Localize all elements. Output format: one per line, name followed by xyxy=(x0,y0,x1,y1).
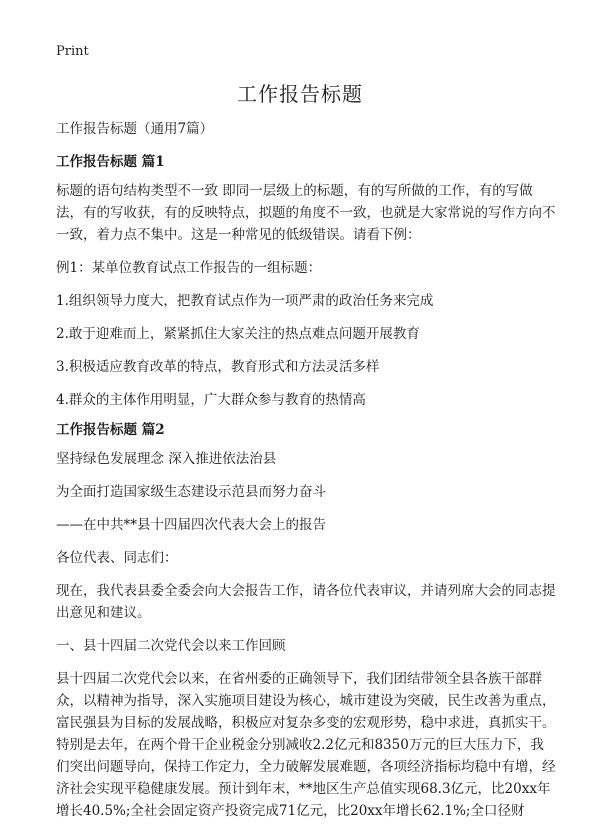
section-heading-1: 工作报告标题 篇1 xyxy=(56,154,165,170)
paragraph: 现在，我代表县委全委会向大会报告工作，请各位代表审议，并请列席大会的同志提出意见和建议。 xyxy=(56,583,556,621)
paragraph: 例1：某单位教育试点工作报告的一组标题： xyxy=(56,260,322,276)
paragraph: 标题的语句结构类型不一致 即同一层级上的标题，有的写所做的工作，有的写做法，有的写收获，有的反映特点，拟题的角度不一致，也就是大家常说的写作方向不一致，着力点不集中。这是一种常见的低级错误。请看下例： xyxy=(56,183,556,243)
document-body xyxy=(56,118,556,833)
paragraph: 为全面打造国家级生态建设示范县而努力奋斗 xyxy=(56,484,326,500)
list-item: 4.群众的主体作用明显，广大群众参与教育的热情高 xyxy=(56,392,366,408)
paragraph: 各位代表、同志们： xyxy=(56,550,178,566)
list-item: 1.组织领导力度大，把教育试点作为一项严肃的政治任务来完成 xyxy=(56,293,434,309)
page-title: 工作报告标题 xyxy=(237,82,363,106)
paragraph: 县十四届二次党代会以来，在省州委的正确领导下，我们团结带领全县各族干部群众，以精神为指导，深入实施项目建设为核心，城市建设为突破，民生改善为重点，富民强县为目标的发展战略，积极应对复杂多变的宏观形势，稳中求进，真抓实干。特别是去年，在两个骨干企业税金分别减收2.2亿元和8350万元的巨大压力下，我们突出问题导向，保持工作定力，全力破解发展难题，各项经济指标均稳中有增，经济社会实现平稳健康发展。预计到年末，**地区生产总值实现68.3亿元，比20xx年增长40.5%;全社会固定资产投资完成71亿元，比20xx年增长62.1%;全口径财 xyxy=(56,671,556,819)
section-heading-2: 工作报告标题 篇2 xyxy=(56,422,165,438)
paragraph: 坚持绿色发展理念 深入推进依法治县 xyxy=(56,451,277,467)
paragraph: 一、县十四届二次党代会以来工作回顾 xyxy=(56,638,286,654)
list-item: 3.积极适应教育改革的特点，教育形式和方法灵活多样 xyxy=(56,359,380,375)
doc-subtitle: 工作报告标题（通用7篇） xyxy=(56,121,214,137)
list-item: 2.敢于迎难而上，紧紧抓住大家关注的热点难点问题开展教育 xyxy=(56,326,420,342)
paragraph: ——在中共**县十四届四次代表大会上的报告 xyxy=(56,517,326,533)
print-link[interactable]: Print xyxy=(56,44,89,59)
